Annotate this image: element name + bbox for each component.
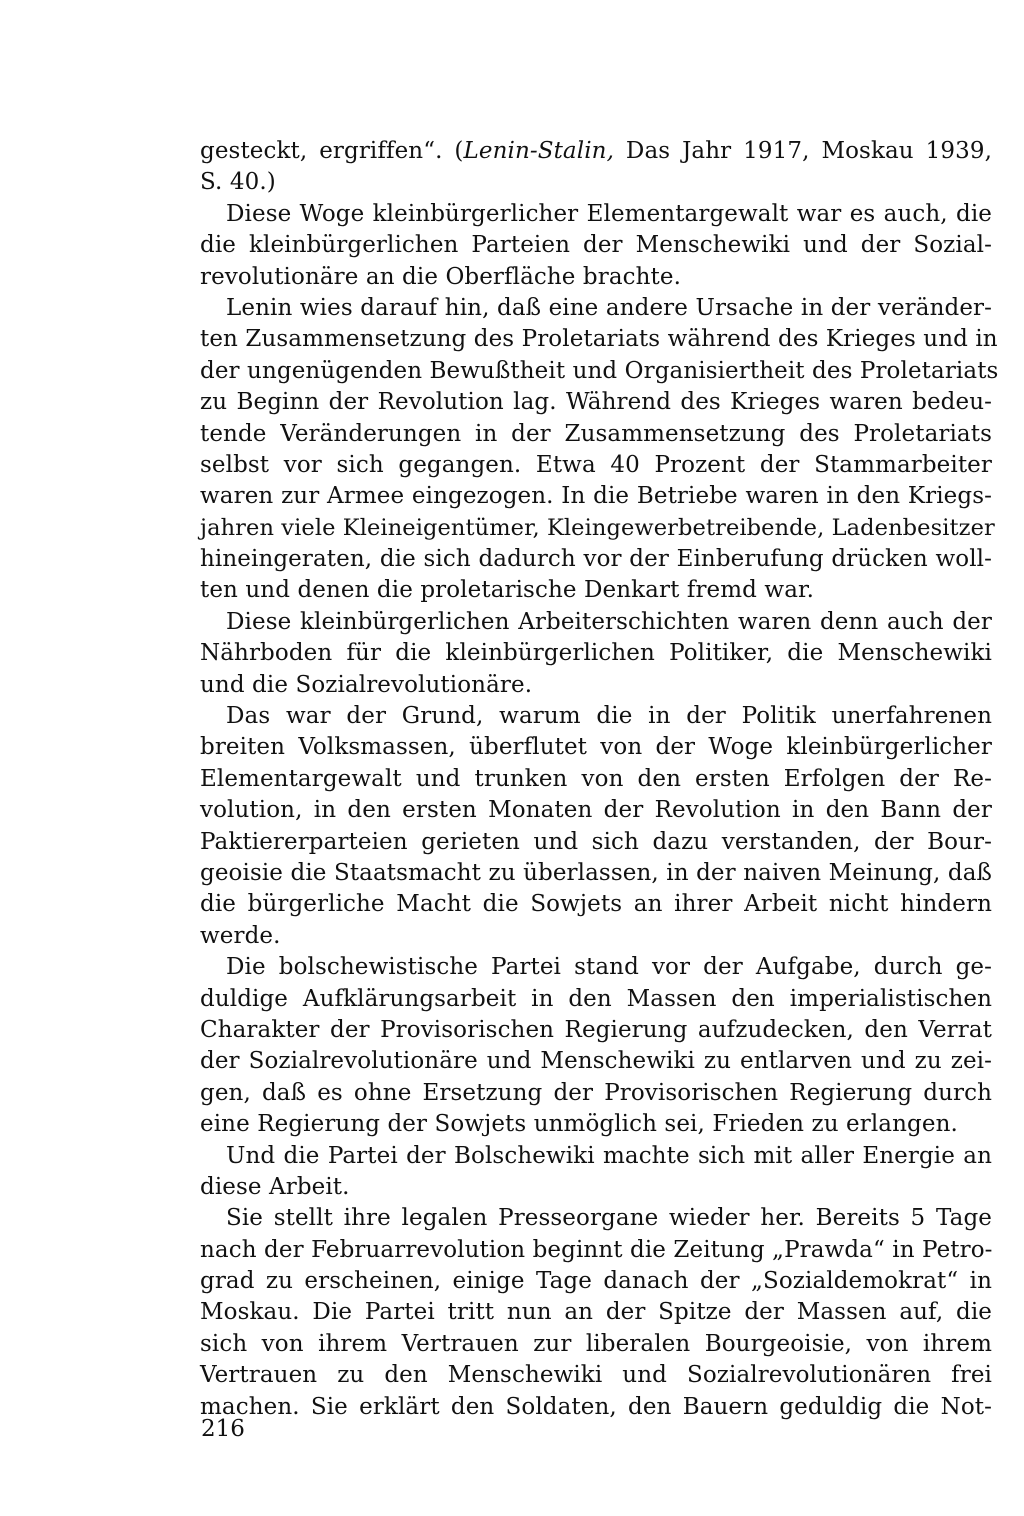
text-line: machen. Sie erklärt den Soldaten, den Bauern geduldig die Not- xyxy=(200,1393,992,1420)
text-line: Und die Partei der Bolschewiki machte sich mit aller Energie an xyxy=(226,1142,992,1169)
text-line: gen, daß es ohne Ersetzung der Provisorischen Regierung durch xyxy=(200,1079,992,1106)
text-line: volution, in den ersten Monaten der Revolution in den Bann der xyxy=(200,797,992,824)
text-line: waren zur Armee eingezogen. In die Betriebe waren in den Kriegs- xyxy=(200,483,992,510)
text-line: sich von ihrem Vertrauen zur liberalen Bourgeoisie, von ihrem xyxy=(200,1330,992,1357)
text-line: nach der Februarrevolution beginnt die Zeitung „Prawda“ in Petro- xyxy=(200,1236,993,1263)
text-line: hineingeraten, die sich dadurch vor der Einberufung drücken woll- xyxy=(200,546,992,573)
text-line: und die Sozialrevolutionäre. xyxy=(200,671,533,698)
text-line: jahren viele Kleineigentümer, Kleingewerbetreibende, Ladenbesitzer xyxy=(200,514,995,541)
text-line: Das war der Grund, warum die in der Politik unerfahrenen xyxy=(226,703,992,730)
text-line: Paktiererparteien gerieten und sich dazu verstanden, der Bour- xyxy=(200,828,992,855)
text-line: eine Regierung der Sowjets unmöglich sei, Frieden zu erlangen. xyxy=(200,1111,958,1138)
citation-author: Lenin-Stalin, xyxy=(463,138,614,164)
text-line: ten Zusammensetzung des Proletariats während des Krieges und in xyxy=(200,326,998,353)
text-line: der ungenügenden Bewußtheit und Organisiertheit des Proletariats xyxy=(200,357,999,384)
text-line: selbst vor sich gegangen. Etwa 40 Prozent der Stammarbeiter xyxy=(200,451,992,478)
text-line: revolutionäre an die Oberfläche brachte. xyxy=(200,263,682,290)
text-line: Lenin wies darauf hin, daß eine andere Ursache in der veränder- xyxy=(226,294,992,321)
text-line: S. 40.) xyxy=(200,169,276,196)
text-line: die kleinbürgerlichen Parteien der Menschewiki und der Sozial- xyxy=(200,232,992,259)
text-line: duldige Aufklärungsarbeit in den Massen den imperialistischen xyxy=(200,985,992,1012)
text-line: grad zu erscheinen, einige Tage danach der „Sozialdemokrat“ in xyxy=(200,1268,992,1295)
text-line: Die bolschewistische Partei stand vor der Aufgabe, durch ge- xyxy=(226,954,992,981)
text-line: Diese kleinbürgerlichen Arbeiterschichten waren denn auch der xyxy=(226,608,992,635)
text-line: Vertrauen zu den Menschewiki und Sozialrevolutionären frei xyxy=(200,1362,992,1389)
text-line: die bürgerliche Macht die Sowjets an ihrer Arbeit nicht hindern xyxy=(200,891,992,918)
text-line: breiten Volksmassen, überflutet von der Woge kleinbürgerlicher xyxy=(200,734,992,761)
text-line: geoisie die Staatsmacht zu überlassen, in der naiven Meinung, daß xyxy=(200,859,992,886)
body-text xyxy=(200,136,999,1423)
text-line: diese Arbeit. xyxy=(200,1173,350,1200)
text-line: Elementargewalt und trunken von den ersten Erfolgen der Re- xyxy=(200,765,992,792)
text-line: Diese Woge kleinbürgerlicher Elementargewalt war es auch, die xyxy=(226,200,992,227)
text-line: Nährboden für die kleinbürgerlichen Politiker, die Menschewiki xyxy=(200,640,992,667)
text-line: der Sozialrevolutionäre und Menschewiki zu entlarven und zu zei- xyxy=(200,1048,992,1075)
text-line: gesteckt, ergriffen“. (Lenin-Stalin, Das Jahr 1917, Moskau 1939, xyxy=(200,138,992,164)
text-line: ten und denen die proletarische Denkart fremd war. xyxy=(200,577,814,604)
text-line: werde. xyxy=(200,922,281,949)
page-number: 216 xyxy=(201,1416,245,1442)
text-line: Sie stellt ihre legalen Presseorgane wieder her. Bereits 5 Tage xyxy=(226,1205,992,1232)
text-line: Charakter der Provisorischen Regierung aufzudecken, den Verrat xyxy=(200,1016,992,1043)
text-line: Moskau. Die Partei tritt nun an der Spitze der Massen auf, die xyxy=(200,1299,992,1326)
text-line: zu Beginn der Revolution lag. Während des Krieges waren bedeu- xyxy=(200,389,992,416)
text-line: tende Veränderungen in der Zusammensetzung des Proletariats xyxy=(200,420,992,447)
